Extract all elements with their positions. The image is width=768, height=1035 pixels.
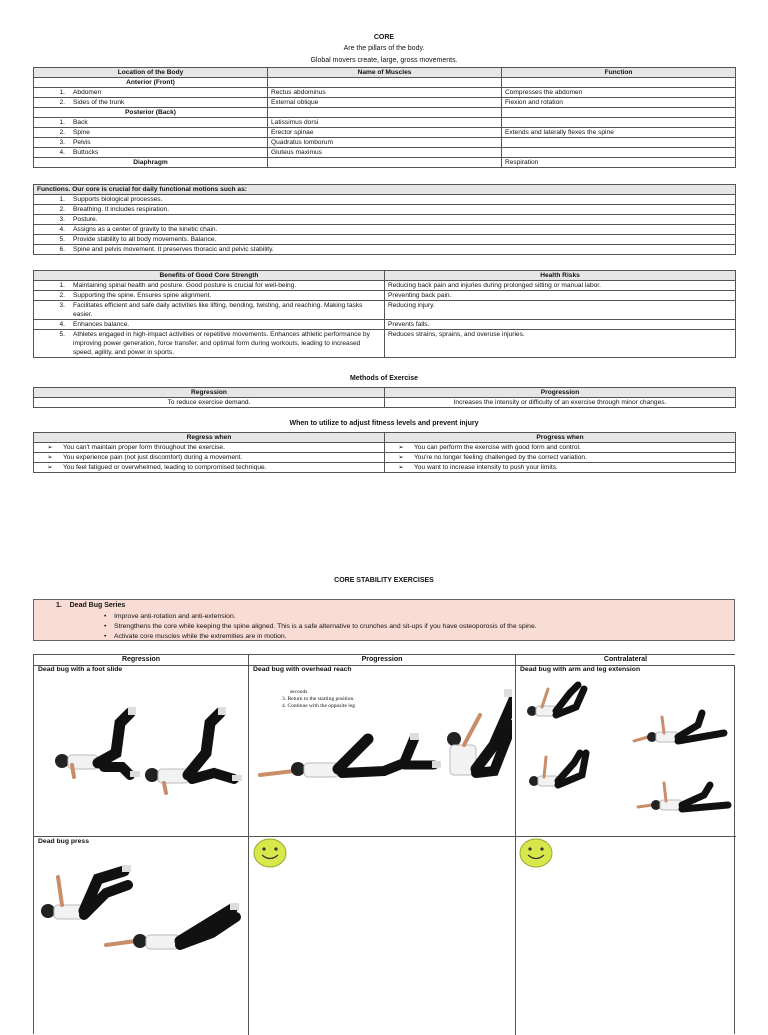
progression-note: seconds 3. Return to the starting position. 4. Continue with the opposite leg — [282, 689, 356, 709]
table-row: ➢ You feel fatigued or overwhelmed, leading to compromised technique. ➢ You want to increase intensity to push your limits. — [34, 463, 736, 473]
stability-title: CORE STABILITY EXERCISES — [334, 577, 434, 584]
muscles-table — [33, 67, 736, 168]
arrow-bullet-icon: ➢ — [47, 444, 53, 451]
dead-bug-overhead-reach-image — [254, 685, 512, 815]
col-contralateral: Contralateral — [516, 655, 735, 666]
list-item: 5. Provide stability to all body movements. Balance. — [34, 235, 736, 245]
dead-bug-foot-slide-image — [44, 683, 244, 813]
exercise-label: Dead bug with a foot slide — [38, 666, 123, 673]
col-risks: Health Risks — [385, 271, 736, 281]
table-row: 2. Supporting the spine. Ensures spine alignment. Preventing back pain. — [34, 291, 736, 301]
col-benefits: Benefits of Good Core Strength — [34, 271, 385, 281]
table-row: 1. Abdomen Rectus abdominus Compresses the abdomen — [34, 88, 736, 98]
dead-bug-arm-leg-extension-image — [524, 681, 734, 831]
table-row: 3. Facilitates efficient and safe daily activities like lifting, bending, twisting, and reaching. Making tasks easier. Reducing injury. — [34, 301, 736, 320]
arrow-bullet-icon: ➢ — [47, 464, 53, 471]
table-row: 2. Sides of the trunk External oblique Flexion and rotation — [34, 98, 736, 108]
table-row: ➢ You experience pain (not just discomfort) during a movement. ➢ You're no longer feeling challenged by the correct variation. — [34, 453, 736, 463]
list-item: 1. Supports biological processes. — [34, 195, 736, 205]
list-item: 6. Spine and pelvis movement. It preserves thoracic and pelvic stability. — [34, 245, 736, 255]
diaphragm-label: Diaphragm — [34, 158, 268, 168]
list-item: 3. Posture. — [34, 215, 736, 225]
when-title: When to utilize to adjust fitness levels and prevent injury — [289, 420, 479, 427]
subtitle-line-2: Global movers create, large, gross movements. — [310, 57, 458, 64]
table-row: ➢ You can't maintain proper form throughout the exercise. ➢ You can perform the exercise with good form and control. — [34, 443, 736, 453]
col-regression: Regression — [34, 388, 385, 398]
exercise-grid — [33, 654, 735, 1034]
list-item: 4. Assigns as a center of gravity to the kinetic chain. — [34, 225, 736, 235]
posterior-label: Posterior (Back) — [34, 108, 268, 118]
functions-heading: Functions. Our core is crucial for daily functional motions such as: — [34, 185, 736, 195]
col-location: Location of the Body — [34, 68, 268, 78]
benefits-table — [33, 270, 736, 358]
col-function: Function — [502, 68, 736, 78]
arrow-bullet-icon: ➢ — [398, 454, 404, 461]
table-row: 4. Buttocks Gluteus maximus — [34, 148, 736, 158]
table-row: Diaphragm Respiration — [34, 158, 736, 168]
col-muscles: Name of Muscles — [268, 68, 502, 78]
page-title: CORE — [373, 34, 395, 41]
exercise-label: Dead bug with overhead reach — [253, 666, 352, 673]
table-row: 5. Athletes engaged in high-impact activities or repetitive movements. Enhances athletic performance by improving power generation, force transfer, and optimal form during workouts, leading to increased speed, agility, and power in sports. Reduces strains, sprains, and overuse injuries. — [34, 330, 736, 358]
methods-title: Methods of Exercise — [349, 375, 419, 382]
list-item: • Improve anti-rotation and anti-extension. — [104, 613, 236, 620]
arrow-bullet-icon: ➢ — [398, 464, 404, 471]
subtitle-line-1: Are the pillars of the body. — [343, 45, 425, 52]
anterior-label: Anterior (Front) — [34, 78, 268, 88]
exercise-label: Dead bug press — [38, 838, 89, 845]
col-progression: Progression — [385, 388, 736, 398]
list-item: 2. Breathing. It includes respiration. — [34, 205, 736, 215]
smiley-icon — [518, 837, 554, 869]
table-row: To reduce exercise demand. Increases the intensity or difficulty of an exercise through minor changes. — [34, 398, 736, 408]
col-regress-when: Regress when — [34, 433, 385, 443]
table-row: 1. Back Latissimus dorsi — [34, 118, 736, 128]
list-item: • Activate core muscles while the extremities are in motion. — [104, 633, 287, 640]
list-item: • Strengthens the core while keeping the spine aligned. This is a safe alternative to crunches and sit-ups if you have osteoporosis of the spine. — [104, 623, 537, 630]
col-progress-when: Progress when — [385, 433, 736, 443]
methods-table — [33, 387, 736, 408]
series-heading: 1. Dead Bug Series — [56, 602, 126, 609]
table-row: 2. Spine Erector spinae Extends and laterally flexes the spine — [34, 128, 736, 138]
when-table — [33, 432, 736, 473]
dead-bug-series-box — [33, 599, 735, 641]
table-row: 3. Pelvis Quadratus lomborum — [34, 138, 736, 148]
smiley-icon — [252, 837, 288, 869]
table-row: 4. Enhances balance. Prevents falls. — [34, 320, 736, 330]
col-regression: Regression — [34, 655, 248, 666]
arrow-bullet-icon: ➢ — [398, 444, 404, 451]
table-row: 1. Maintaining spinal health and posture. Good posture is crucial for well-being. Reducing back pain and injuries during prolonged sitting or manual labor. — [34, 281, 736, 291]
col-progression: Progression — [249, 655, 515, 666]
arrow-bullet-icon: ➢ — [47, 454, 53, 461]
exercise-label: Dead bug with arm and leg extension — [520, 666, 641, 673]
dead-bug-press-image — [36, 855, 246, 965]
functions-table — [33, 184, 736, 255]
